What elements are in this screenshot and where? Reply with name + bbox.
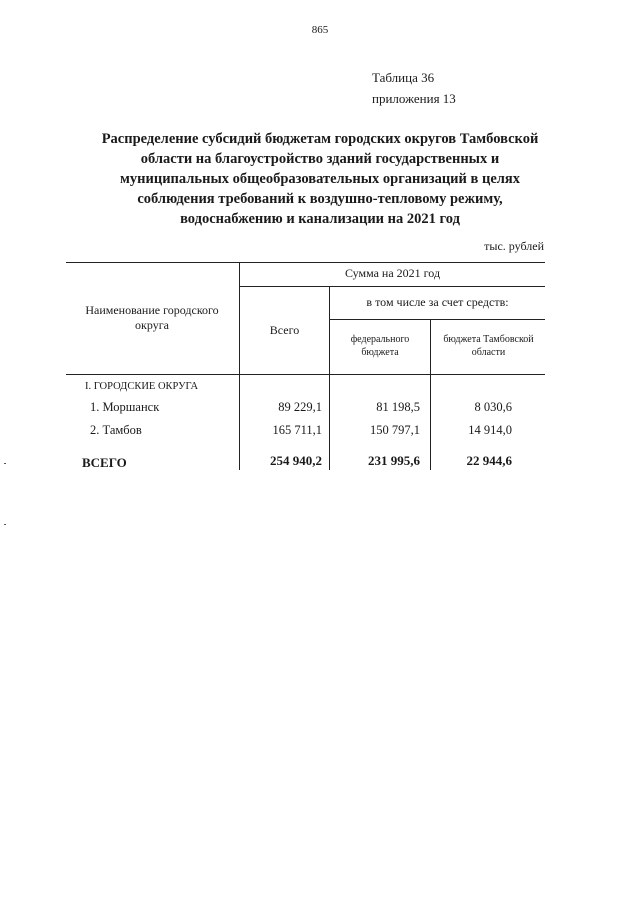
row-regional: 14 914,0 — [468, 423, 512, 437]
appendix-reference: приложения 13 — [372, 91, 456, 106]
title-line: Распределение субсидий бюджетам городских округов Тамбовской — [101, 131, 539, 147]
table-top-border — [66, 262, 545, 263]
total-label: ВСЕГО — [82, 455, 127, 470]
row-total: 89 229,1 — [278, 400, 322, 414]
total-regional: 22 944,6 — [466, 453, 512, 468]
section-label: I. ГОРОДСКИЕ ОКРУГА — [85, 381, 199, 392]
row-name: 2. Тамбов — [90, 423, 142, 437]
column-divider-total — [329, 286, 330, 470]
row-federal: 81 198,5 — [376, 400, 420, 414]
row-regional: 8 030,6 — [474, 400, 512, 414]
scan-margin-mark — [4, 524, 6, 525]
title-line: водоснабжению и канализации на 2021 год — [180, 211, 460, 227]
title-line: муниципальных общеобразовательных организаций в целях — [120, 171, 520, 187]
header-sum: Сумма на 2021 год — [344, 266, 441, 280]
title-line: соблюдения требований к воздушно-тепловому режиму, — [137, 191, 503, 207]
column-divider-name — [239, 262, 240, 470]
row-federal: 150 797,1 — [370, 423, 420, 437]
header-bottom-border — [66, 374, 545, 375]
header-sum-divider — [239, 286, 545, 287]
total-federal: 231 995,6 — [368, 453, 420, 468]
header-total: Всего — [269, 323, 300, 337]
title-line: области на благоустройство зданий государственных и — [140, 151, 500, 167]
scan-margin-mark — [4, 463, 6, 464]
header-name: Наименование городского округа — [85, 303, 219, 332]
header-including-divider — [329, 319, 545, 320]
row-total: 165 711,1 — [272, 423, 322, 437]
row-name: 1. Моршанск — [90, 400, 160, 414]
header-federal: федерального бюджета — [350, 334, 410, 358]
units-label: тыс. рублей — [484, 239, 544, 253]
header-regional: бюджета Тамбовской области — [443, 334, 534, 358]
page-number: 865 — [311, 24, 329, 36]
document-title — [60, 129, 580, 229]
total-sum: 254 940,2 — [270, 453, 322, 468]
header-including: в том числе за счет средств: — [366, 295, 509, 309]
table-reference: Таблица 36 — [372, 70, 435, 85]
column-divider-federal — [430, 319, 431, 470]
